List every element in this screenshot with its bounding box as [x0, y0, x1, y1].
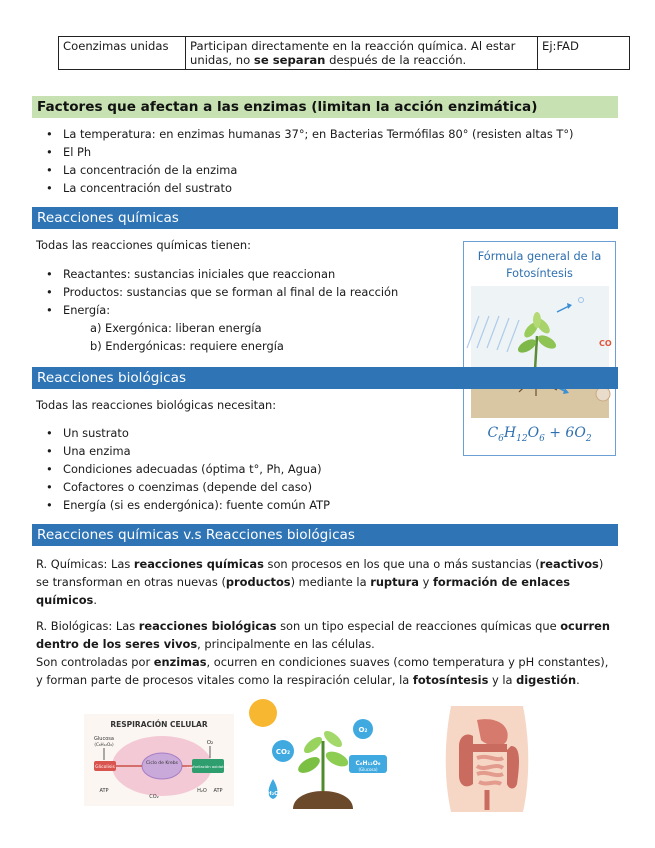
text-run: Son controladas por	[36, 655, 154, 669]
formula-part: O	[527, 425, 540, 441]
text-run: ) mediante la	[290, 575, 371, 589]
biologicas-list	[36, 424, 330, 514]
table-cell	[538, 37, 630, 70]
foto-co2: CO₂	[275, 748, 291, 756]
text-run: ) se transforman en otras nuevas (	[36, 557, 604, 589]
text-run: son un tipo especial de reacciones químicas que	[276, 619, 561, 633]
list-item: • Condiciones adecuadas (óptima t°, Ph, Agua)	[36, 460, 330, 478]
list-item: • Energía:	[36, 301, 398, 319]
resp-h2o: H₂O	[197, 788, 207, 794]
figure-caption	[464, 248, 615, 282]
bold-run: enzimas	[153, 655, 207, 669]
list-item: • Energía (si es endergónica): fuente común ATP	[36, 496, 330, 514]
enzyme-table	[58, 36, 630, 70]
list-item: • La concentración del sustrato	[36, 179, 574, 197]
list-item: • Un sustrato	[36, 424, 330, 442]
bold-run: formación de enlaces químicos	[36, 575, 570, 607]
photosynthesis-image	[253, 705, 394, 809]
list-item: • Productos: sustancias que se forman al final de la reacción	[36, 283, 398, 301]
text-run: y	[418, 575, 433, 589]
resp-formula: (C₆H₁₂O₆)	[94, 742, 114, 747]
resp-atp: ATP	[99, 788, 109, 794]
formula-part: H	[503, 425, 517, 441]
section-heading-quimicas: Reacciones químicas	[32, 207, 618, 229]
table-row	[59, 37, 630, 70]
resp-fosforilacion: Fosforilación oxidativa	[186, 764, 230, 769]
digestive-system-image	[437, 706, 537, 812]
formula-sub: 6	[498, 433, 504, 444]
caption-line: Fotosíntesis	[506, 267, 573, 280]
text-run: son procesos en los que una o más sustancias (	[263, 557, 540, 571]
text-run: R. Biológicas: Las	[36, 619, 139, 633]
resp-o2: O₂	[206, 740, 214, 746]
foto-glucosa-label: (Glucosa)	[358, 767, 378, 772]
resp-glucosa: Glucosa	[94, 736, 114, 742]
photosynthesis-figure	[463, 241, 616, 456]
formula-sub: 6	[539, 433, 545, 444]
list-item: • La temperatura: en enzimas humanas 37°; en Bacterias Termófilas 80° (resisten altas T°)	[36, 125, 574, 143]
quimicas-intro: Todas las reacciones químicas tienen:	[36, 238, 251, 252]
list-sub-item: a) Exergónica: liberan energía	[90, 321, 262, 335]
section-heading-factores: Factores que afectan a las enzimas (limitan la acción enzimática)	[32, 96, 618, 118]
biologicas-intro: Todas las reacciones biológicas necesitan:	[36, 398, 277, 412]
resp-krebs: Ciclo de Krebs	[145, 761, 179, 766]
list-item: • Reactantes: sustancias iniciales que reaccionan	[36, 265, 398, 283]
text-run: , ocurren en condiciones suaves (como temperatura y pH constantes), y forman parte de procesos vitales como la respiración celular, la	[36, 655, 609, 687]
text-run: .	[93, 593, 97, 607]
paragraph-quimicas	[36, 555, 614, 609]
list-item: • Una enzima	[36, 442, 330, 460]
cellular-respiration-image	[84, 714, 234, 806]
formula-sub: 2	[585, 433, 592, 444]
formula-part: + 6O	[544, 425, 586, 441]
plant-illustration	[471, 286, 612, 418]
text-run: y la	[488, 673, 517, 687]
text-run: .	[576, 673, 580, 687]
foto-glucosa: C₆H₁₂O₆	[355, 760, 381, 767]
bold-run: fotosíntesis	[412, 673, 489, 687]
paragraph-enzimas	[36, 653, 614, 689]
bold-run: ocurren dentro de los seres vivos	[36, 619, 610, 651]
bold-run: digestión	[516, 673, 577, 687]
resp-glicolisis: Glicolisis	[95, 765, 115, 770]
resp-title: RESPIRACIÓN CELULAR	[110, 720, 208, 729]
bold-run: ruptura	[370, 575, 419, 589]
paragraph-biologicas	[36, 617, 614, 653]
resp-co2: CO₂	[149, 794, 159, 800]
bold-run: reactivos	[539, 557, 599, 571]
formula-sub: 12	[516, 433, 528, 444]
list-item: • La concentración de la enzima	[36, 161, 574, 179]
table-cell	[59, 37, 186, 70]
quimicas-list	[36, 265, 398, 355]
list-item: • El Ph	[36, 143, 574, 161]
cell-text: Coenzimas unidas	[63, 39, 169, 53]
resp-atp: ATP	[213, 788, 223, 794]
cell-text: Ej:FAD	[542, 39, 579, 53]
cell-text: unidas, no	[190, 53, 254, 67]
section-heading-biologicas: Reacciones biológicas	[32, 367, 618, 389]
factores-list	[36, 125, 574, 197]
caption-line: Fórmula general de la	[477, 250, 602, 263]
text-run: , principalmente en las células.	[197, 637, 375, 651]
cell-bold-text: se separan	[253, 53, 326, 67]
foto-h2o: H₂O	[267, 791, 279, 797]
bold-run: productos	[225, 575, 291, 589]
table-cell	[186, 37, 538, 70]
foto-o2: O₂	[358, 726, 368, 734]
list-item: • Cofactores o coenzimas (depende del caso)	[36, 478, 330, 496]
cell-text: después de la reacción.	[325, 53, 467, 67]
bold-run: reacciones químicas	[133, 557, 264, 571]
section-heading-vs: Reacciones químicas v.s Reacciones biológicas	[32, 524, 618, 546]
co-label: CO	[599, 339, 612, 348]
photosynthesis-formula	[464, 425, 615, 444]
bold-run: reacciones biológicas	[138, 619, 277, 633]
text-run: R. Químicas: Las	[36, 557, 134, 571]
formula-part: C	[487, 425, 499, 441]
list-sub-item: b) Endergónicas: requiere energía	[90, 339, 284, 353]
cell-text: Participan directamente en la reacción química. Al estar	[190, 39, 516, 53]
